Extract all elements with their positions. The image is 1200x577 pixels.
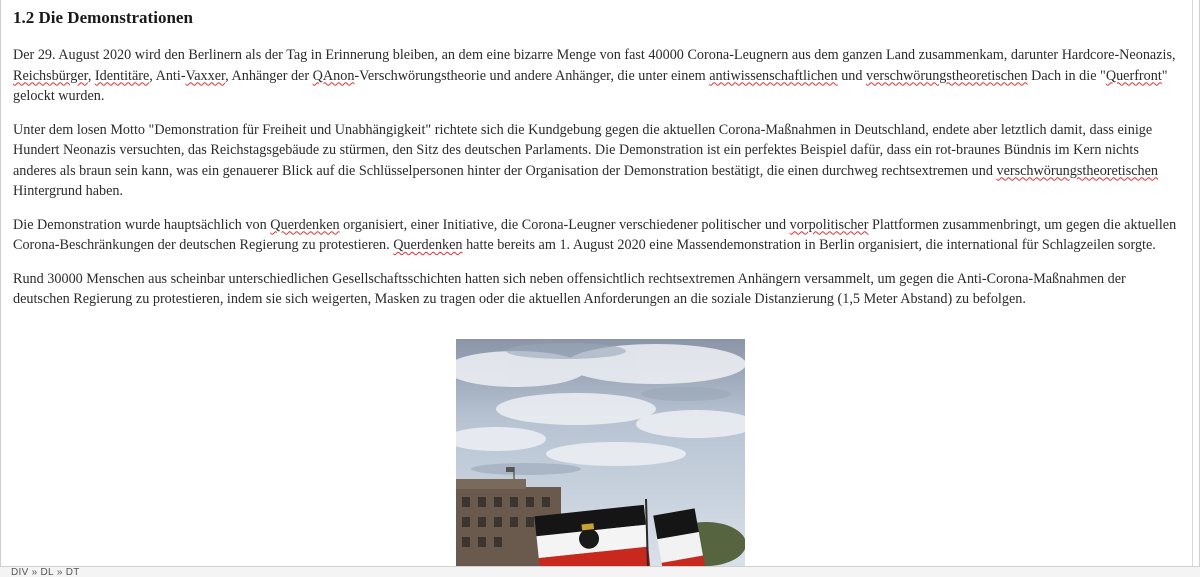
paragraph-4: Rund 30000 Menschen aus scheinbar unterschiedlichen Gesellschaftsschichten hatten sich neben offensichtlich rechtsextremen Anhängern versammelt, um gegen die Anti-Corona-Maßnahmen der deutschen Regierung zu protestieren, indem sie sich weigerten, Masken zu tragen oder die aktuellen Anforderungen an die soziale Distanzierung (1,5 Meter Abstand) zu befolgen. [13, 270, 1126, 307]
misspelled-word[interactable]: Identitäre [94, 67, 150, 84]
path-item[interactable]: DT [65, 567, 80, 577]
misspelled-word[interactable]: Querdenken [270, 216, 340, 233]
path-item[interactable]: DL [40, 567, 54, 577]
misspelled-word[interactable]: Vaxxer [185, 67, 226, 84]
scrollbar-track[interactable] [1192, 0, 1193, 566]
misspelled-word[interactable]: Querdenken [393, 237, 463, 253]
document-content[interactable] [13, 0, 1183, 310]
misspelled-word[interactable]: verschwörungstheoretischen [866, 67, 1028, 84]
misspelled-word[interactable]: QAnon [312, 67, 355, 84]
demonstration-photo[interactable] [456, 339, 745, 568]
misspelled-word[interactable]: Reichsbürger [13, 67, 88, 84]
misspelled-word[interactable]: vorpolitischer [789, 216, 869, 233]
section-heading: 1.2 Die Demonstrationen [13, 8, 193, 27]
misspelled-word[interactable]: verschwörungstheoretischen [996, 162, 1159, 179]
photo-illustration [456, 339, 745, 568]
paragraph-1: Der 29. August 2020 wird den Berlinern als der Tag in Erinnerung bleiben, an dem eine bizarre Menge von fast 40000 Corona-Leugnern aus dem ganzen Land zusammenkam, darunter Hardcore-Neonazis, Reichsbürger, Identitäre, Anti-Vaxxer, Anhänger der QAnon-Verschwörungstheorie und andere Anhänger, die unter einem antiwissenschaftlichen und verschwörungstheoretischen Dach in die "Querfront" gelockt wurden. [13, 47, 1176, 104]
element-path-statusbar [0, 566, 1200, 577]
element-path: DIV » DL » DT [11, 567, 80, 577]
path-item[interactable]: DIV [11, 567, 29, 577]
paragraph-2: Unter dem losen Motto "Demonstration für Freiheit und Unabhängigkeit" richtete sich die Kundgebung gegen die aktuellen Corona-Maßnahmen in Deutschland, endete aber letztlich damit, dass einige Hundert Neonazis versuchten, das Reichstagsgebäude zu stürmen, den Sitz des deutschen Parlaments. Die Demonstration ist ein perfektes Beispiel dafür, dass ein rot-braunes Bündnis im Kern nichts anderes als braun sein kann, was ein genauerer Blick auf die Schlüsselpersonen hinter der Organisation der Demonstration bestätigt, die einen durchweg rechtsextremen und verschwörungstheoretischen Hintergrund haben. [13, 121, 1159, 199]
misspelled-word[interactable]: antiwissenschaftlichen [709, 67, 838, 84]
misspelled-word[interactable]: Querfront [1105, 67, 1162, 84]
paragraph-3: Die Demonstration wurde hauptsächlich von Querdenken organisiert, einer Initiative, die Corona-Leugner verschiedener politischer und vorpolitischer Plattformen zusammenbringt, um gegen die aktuellen Corona-Beschränkungen der deutschen Regierung zu protestieren. Querdenken hatte bereits am 1. August 2020 eine Massendemonstration in Berlin organisiert, die international für Schlagzeilen sorgte. [13, 216, 1177, 253]
